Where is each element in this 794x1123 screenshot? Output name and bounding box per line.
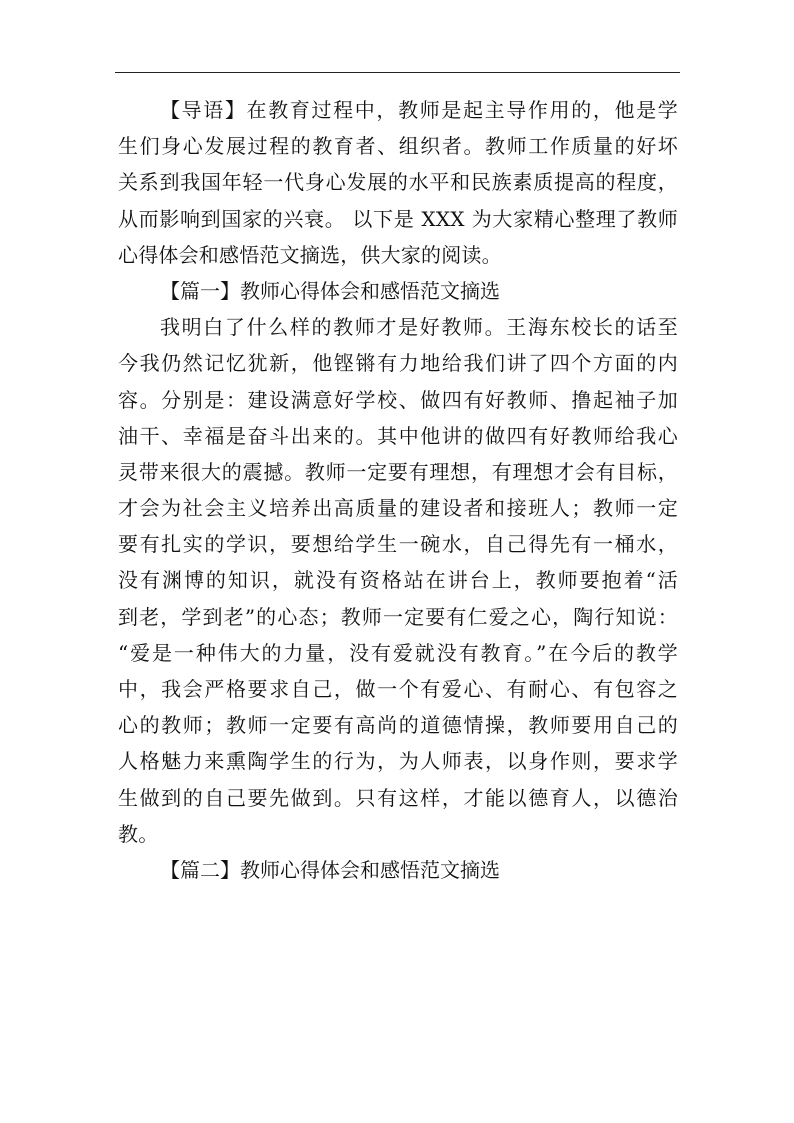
section-1-line: “爱是一种伟大的力量，没有爱就没有教育。”在今后的教学 — [118, 640, 678, 665]
section-1-line: 我明白了什么样的教师才是好教师。王海东校长的话至 — [160, 315, 678, 340]
section-1-line: 人格魅力来熏陶学生的行为，为人师表，以身作则，要求学 — [118, 749, 678, 774]
header-rule — [115, 72, 680, 73]
section-1-line: 才会为社会主义培养出高质量的建设者和接班人；教师一定 — [118, 496, 678, 521]
section-1-line: 心的教师；教师一定要有高尚的道德情操，教师要用自己的 — [118, 713, 678, 738]
section-1-line: 教。 — [118, 821, 159, 846]
section-1-line: 生做到的自己要先做到。只有这样，才能以德育人，以德治 — [118, 785, 678, 810]
intro-line: 关系到我国年轻一代身心发展的水平和民族素质提高的程度， — [118, 170, 678, 195]
intro-line: 【导语】在教育过程中，教师是起主导作用的，他是学 — [160, 98, 678, 122]
section-1-paragraph — [118, 309, 678, 852]
intro-line: 生们身心发展过程的教育者、组织者。教师工作质量的好坏 — [118, 134, 678, 159]
section-1-line: 容。分别是：建设满意好学校、做四有好教师、撸起袖子加 — [118, 387, 678, 412]
section-1-line: 中，我会严格要求自己，做一个有爱心、有耐心、有包容之 — [118, 677, 678, 701]
document-body — [118, 92, 678, 888]
section-1-line: 到老，学到老”的心态；教师一定要有仁爱之心，陶行知说： — [118, 604, 678, 629]
section-1-line: 灵带来很大的震撼。教师一定要有理想，有理想才会有目标， — [118, 459, 678, 484]
section-1-line: 没有渊博的知识，就没有资格站在讲台上，教师要抱着“活 — [118, 568, 678, 593]
intro-line: 从而影响到国家的兴衰。 以下是 XXX 为大家精心整理了教师 — [118, 206, 678, 231]
section-1-line: 要有扎实的学识，要想给学生一碗水，自己得先有一桶水， — [118, 532, 678, 557]
section-1-heading: 【篇一】教师心得体会和感悟范文摘选 — [160, 278, 500, 303]
intro-paragraph — [118, 92, 678, 273]
section-2-heading: 【篇二】教师心得体会和感悟范文摘选 — [160, 857, 500, 882]
section-1-line: 今我仍然记忆犹新，他铿锵有力地给我们讲了四个方面的内 — [118, 351, 678, 376]
intro-line: 心得体会和感悟范文摘选，供大家的阅读。 — [118, 242, 502, 267]
section-1-line: 油干、幸福是奋斗出来的。其中他讲的做四有好教师给我心 — [118, 423, 678, 448]
